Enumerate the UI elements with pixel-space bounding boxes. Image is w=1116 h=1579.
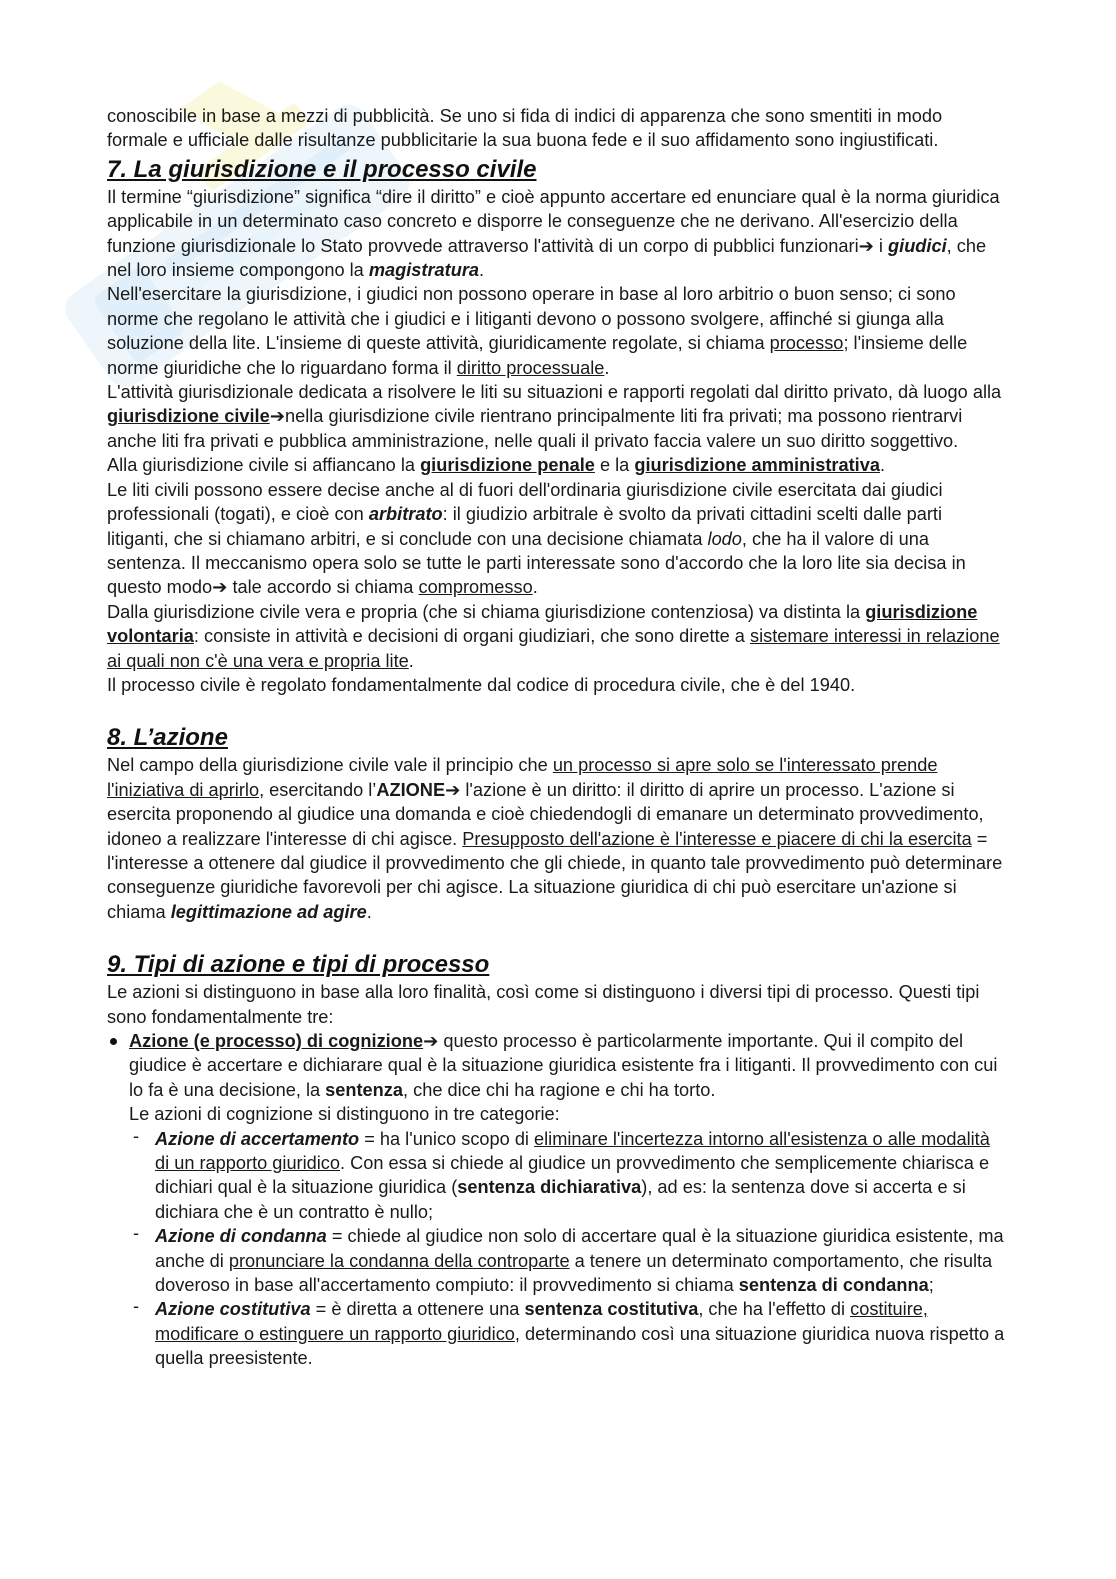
arrow-icon: ➔ [858,235,874,256]
text-run: Azione costitutiva [155,1299,311,1320]
text-run: compromesso [418,577,533,598]
text-run: Azione di accertamento [155,1128,360,1149]
text-run: giurisdizione penale [420,455,595,476]
dash-marker: - [133,1296,140,1317]
text-run: un processo si apre solo se l'interessato prende l'iniziativa di aprirlo [107,755,938,800]
text-run: eliminare l'incertezza intorno all'esistenza o alle modalità di un rapporto giuridico [155,1128,990,1174]
text-run: . Con essa si chiede al giudice un provvedimento che semplicemente chiarisca e dichiari qual è la situazione giuridica ( [155,1153,990,1198]
text-run: Nel campo della giurisdizione civile vale il principio che [107,755,553,776]
text-run: Dalla giurisdizione civile vera e propria (che si chiama giurisdizione contenziosa) va distinta la [107,601,866,622]
dash-marker: - [133,1223,140,1244]
text-run: arbitrato [368,504,443,525]
text-run: costituire, modificare o estinguere un rapporto giuridico [155,1299,928,1344]
text-run: , che nel loro insieme compongono la [107,235,987,281]
text-run: Il termine “giurisdizione” significa “dire il diritto” e cioè appunto accertare ed enunciare qual è la norma giuridica applicabile in un determinato caso concreto e disporre le conseguenze che ne derivano. All'esercizio della funzione giurisdizionale lo Stato provvede attraverso l'attività di un corpo di pubblici funzionari [107,186,1000,256]
text-run: : il giudizio arbitrale è svolto da privati cittadini scelti dalle parti litiganti, che si chiamano arbitri, e si conclude con una decisione chiamata [107,504,943,549]
text-run: = l'interesse a ottenere dal giudice il provvedimento che gli chiede, in quanto tale provvedimento può determinare conseguenze giuridiche favorevoli per chi agisce. La situazione giuridica di chi può esercitare un'azione si chiama [107,828,1003,922]
text-run: . [604,357,610,378]
text-run: Il processo civile è regolato fondamentalmente dal codice di procedura civile, che è del 1940. [107,674,856,695]
text-run: = chiede al giudice non solo di accertare qual è la situazione giuridica esistente, ma anche di [155,1226,1004,1271]
text-run: ; l'insieme delle norme giuridiche che lo riguardano forma il [107,333,968,378]
text-run: questo processo è particolarmente importante. Qui il compito del giudice è accertare e dichiarare qual è la situazione giuridica esistente fra i litiganti. Il provvedimento con cui lo fa è una decisione, la [129,1031,998,1100]
arrow-icon: ➔ [423,1031,439,1051]
bullet-cognizione-intro [129,1102,1007,1126]
text-run: l'azione è un diritto: il diritto di aprire un processo. L'azione si esercita proponendo al giudice una domanda e cioè chiedendogli di emanare un determinato provvedimento, idoneo a realizzare l'interesse di chi agisce. [107,779,984,849]
text-run: = ha l'unico scopo di [359,1128,535,1149]
text-run: sentenza [325,1079,403,1100]
s7-paragraph-penale-amministrativa [107,453,1007,477]
text-run: magistratura [368,260,480,281]
text-run: sentenza di condanna [738,1275,929,1296]
text-run: pronunciare la condanna della controparte [228,1250,570,1271]
text-run: sentenza dichiarativa [457,1177,642,1198]
text-run: Le azioni si distinguono in base alla loro finalità, così come si distinguono i diversi tipi di processo. Questi tipi sono fondamentalmente tre: [107,982,980,1027]
text-run: Azione (e processo) di cognizione [129,1031,424,1051]
s7-paragraph-arbitrato [107,478,1007,600]
text-run: , che ha il valore di una sentenza. Il meccanismo opera solo se tutte le parti interessate sono d'accordo che la loro lite sia decisa in questo modo [107,528,966,598]
text-run: . [532,577,538,598]
arrow-icon: ➔ [269,406,285,427]
dash-accertamento-text [155,1127,1007,1225]
text-run: legittimazione ad agire [170,901,367,922]
text-run: : consiste in attività e decisioni di organi giudiziari, che sono dirette a [193,626,750,647]
s7-paragraph-volontaria [107,600,1007,673]
section-8-heading-text: 8. L’azione [107,724,228,752]
dash-item-costitutiva [129,1297,1007,1370]
s7-paragraph-codice [107,673,1007,697]
dash-costitutiva-text [155,1297,1007,1370]
section-8-heading [107,723,1007,753]
section-9-heading: 9. Tipi di azione e tipi di processo [107,951,490,979]
text-run: processo [769,333,844,354]
text-run: . [366,901,372,922]
section-7-heading: 7. La giurisdizione e il processo civile [107,155,537,183]
text-run: e la [594,455,635,476]
dash-list [129,1127,1007,1371]
text-run: giurisdizione volontaria [107,601,978,647]
text-run: a tenere un determinato comportamento, che risulta doveroso in base all'accertamento compiuto: il provvedimento si chiama [155,1250,993,1296]
text-run: ; [928,1275,934,1296]
text-run: Nell'esercitare la giurisdizione, i giudici non possono operare in base al loro arbitrio o buon senso; ci sono norme che regolano le attività che i giudici e i litiganti devono o possono svolgere, affinché si giunga alla soluzione della lite. L'insieme di queste attività, giuridicamente regolate, si chiama [107,284,956,354]
s7-paragraph-giurisdizione-civile [107,380,1007,453]
intro-paragraph [107,104,1007,153]
text-run: , esercitando l’ [259,779,377,800]
dash-condanna-text [155,1224,1007,1297]
text-run: Le azioni di cognizione si distinguono in tre categorie: [129,1104,560,1125]
text-run: AZIONE [376,779,446,800]
arrow-icon: ➔ [212,577,228,598]
text-run: giudici [888,235,947,256]
text-run: Presupposto dell'azione è l'interesse e piacere di chi la esercita [462,828,972,849]
text-run: L'attività giurisdizionale dedicata a risolvere le liti su situazioni e rapporti regolati dal diritto privato, dà luogo alla [107,382,1002,403]
text-run: tale accordo si chiama [227,577,419,598]
dash-marker: - [133,1125,140,1146]
text-run: . [408,650,414,671]
text-run: diritto processuale [456,357,605,378]
text-run: , che dice chi ha ragione e chi ha torto. [403,1079,716,1100]
text-run: conoscibile in base a mezzi di pubblicità. Se uno si fida di indici di apparenza che sono smentiti in modo formale e ufficiale dalle risultanze pubblicitarie la sua buona fede e il suo affidamento sono ingiustificati. [107,106,943,151]
text-run: Le liti civili possono essere decise anche al di fuori dell'ordinaria giurisdizione civile esercitata dai giudici professionali (togati), e cioè con [107,479,943,525]
text-run: giurisdizione civile [107,406,270,427]
text-run: giurisdizione amministrativa [634,455,880,476]
text-run: i [873,235,889,256]
document-page [107,104,1007,1371]
arrow-icon: ➔ [445,779,461,800]
text-run: . [479,260,485,281]
s9-paragraph-intro [107,980,1007,1029]
text-run: sentenza costitutiva [524,1299,699,1320]
text-run: , determinando così una situazione giuridica nuova rispetto a quella preesistente. [155,1323,1005,1369]
text-run: ), ad es: la sentenza dove si accerta e si dichiara che è un contratto è nullo; [155,1177,966,1222]
dash-item-accertamento [129,1127,1007,1225]
text-run: nella giurisdizione civile rientrano principalmente liti fra privati; ma possono rientrarvi anche liti fra privati e pubblica amministrazione, nelle quali il privato faccia valere un suo diritto soggettivo. [107,406,963,451]
text-run: = è diretta a ottenere una [310,1299,525,1320]
text-run: . [879,455,885,476]
s7-paragraph-processo [107,282,1007,380]
text-run: , che ha l'effetto di [698,1299,851,1320]
s8-paragraph-azione [107,753,1007,924]
s7-paragraph-definition [107,185,1007,283]
dash-item-condanna [129,1224,1007,1297]
text-run: lodo [707,528,742,549]
text-run: sistemare interessi in relazione ai quali non c'è una vera e propria lite [107,626,1000,671]
text-run: Azione di condanna [155,1226,327,1247]
text-run: Alla giurisdizione civile si affiancano la [107,455,421,476]
bullet-item-cognizione [107,1029,1007,1371]
bullet-list [107,1029,1007,1371]
bullet-cognizione-text [129,1029,1007,1102]
